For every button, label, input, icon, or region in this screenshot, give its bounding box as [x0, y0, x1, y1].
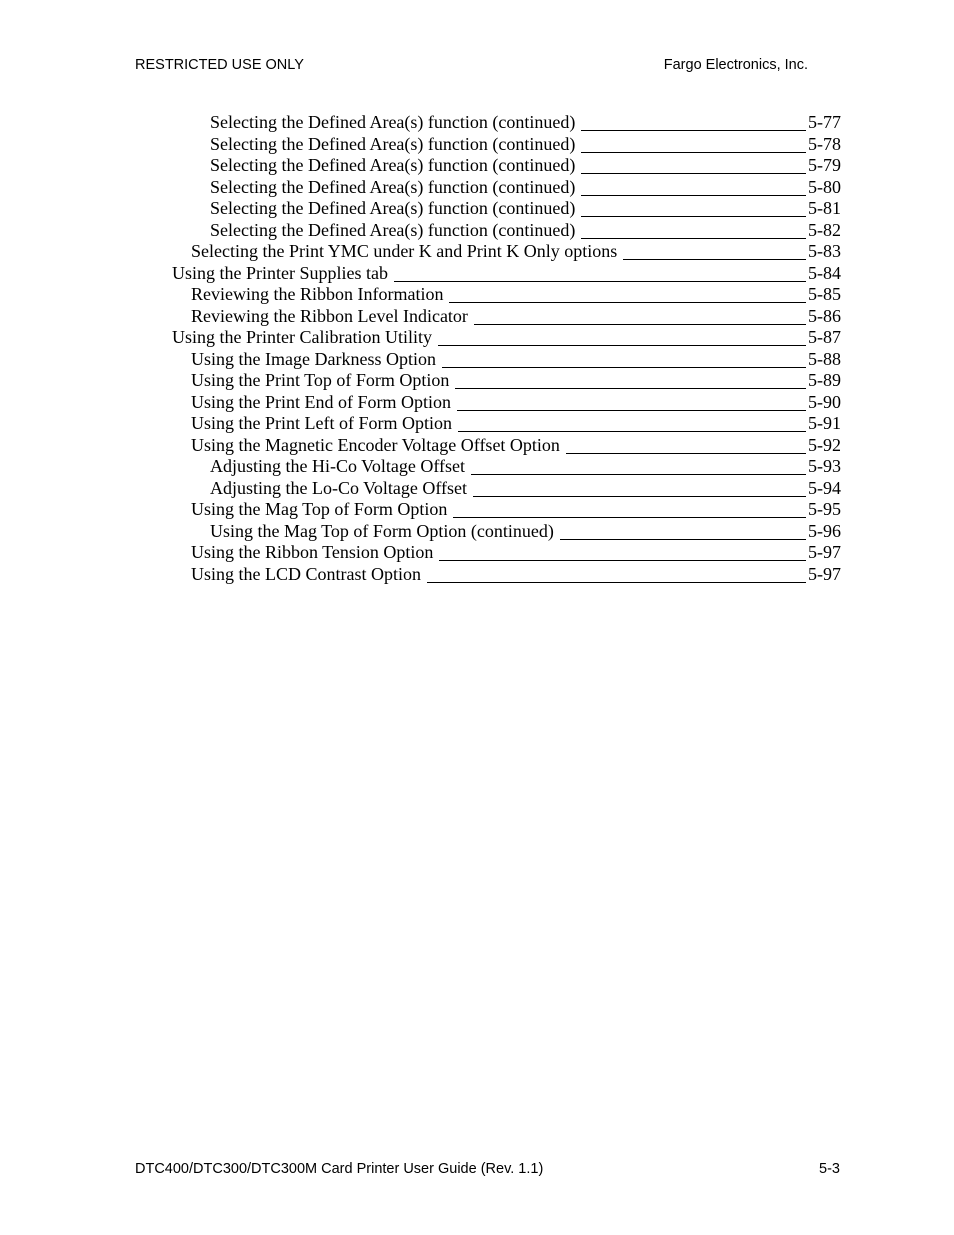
toc-leader-line: [453, 517, 806, 518]
toc-leader-line: [581, 130, 806, 131]
toc-entry-title: Adjusting the Lo-Co Voltage Offset: [210, 477, 467, 498]
toc-entry[interactable]: [172, 220, 841, 242]
toc-entry-page: 5-85: [808, 284, 841, 304]
toc-entry[interactable]: [172, 349, 841, 371]
toc-entry-page: 5-90: [808, 391, 841, 412]
toc-entry-title: Adjusting the Hi-Co Voltage Offset: [210, 456, 465, 476]
toc-entry-title: Selecting the Defined Area(s) function (continued): [210, 133, 576, 154]
toc-entry[interactable]: [172, 327, 841, 349]
toc-leader-line: [457, 410, 806, 411]
toc-entry-title: Selecting the Print YMC under K and Print K Only options: [191, 241, 618, 261]
toc-entry-page: 5-94: [808, 477, 841, 498]
toc-leader-line: [474, 324, 806, 325]
toc-leader-line: [394, 281, 806, 282]
toc-entry[interactable]: [172, 499, 841, 521]
toc-entry[interactable]: [172, 413, 841, 435]
toc-entry-page: 5-81: [808, 198, 841, 218]
toc-entry-title: Selecting the Defined Area(s) function (continued): [210, 219, 576, 240]
toc-leader-line: [439, 560, 806, 561]
footer-page-number: 5-3: [819, 1161, 840, 1177]
toc-entry-page: 5-77: [808, 112, 841, 132]
toc-entry-title: Using the Printer Calibration Utility: [172, 327, 432, 347]
toc-leader-line: [449, 302, 806, 303]
header-company-name: Fargo Electronics, Inc.: [663, 57, 808, 73]
toc-entry-page: 5-87: [808, 327, 841, 347]
toc-entry[interactable]: [172, 134, 841, 156]
toc-entry-page: 5-91: [808, 413, 841, 433]
toc-leader-line: [560, 539, 806, 540]
toc-entry-page: 5-86: [808, 305, 841, 326]
toc-entry-title: Using the Magnetic Encoder Voltage Offset Option: [191, 434, 560, 455]
toc-entry-title: Selecting the Defined Area(s) function (continued): [210, 198, 576, 218]
toc-leader-line: [438, 345, 806, 346]
toc-entry-title: Using the LCD Contrast Option: [191, 563, 421, 584]
toc-entry-page: 5-93: [808, 456, 841, 476]
toc-entry-title: Using the Printer Supplies tab: [172, 262, 388, 283]
table-of-contents: [172, 112, 841, 585]
toc-entry[interactable]: [172, 542, 841, 564]
toc-entry[interactable]: [172, 456, 841, 478]
toc-entry[interactable]: [172, 198, 841, 220]
toc-entry-page: 5-95: [808, 499, 841, 519]
toc-entry[interactable]: [172, 564, 841, 586]
toc-entry-title: Using the Mag Top of Form Option (continued): [210, 520, 554, 541]
toc-entry-page: 5-89: [808, 370, 841, 390]
toc-entry-title: Using the Print End of Form Option: [191, 391, 451, 412]
toc-entry-title: Using the Ribbon Tension Option: [191, 542, 434, 562]
toc-entry-title: Using the Mag Top of Form Option: [191, 499, 448, 519]
toc-entry[interactable]: [172, 155, 841, 177]
toc-leader-line: [566, 453, 806, 454]
toc-entry-title: Using the Image Darkness Option: [191, 348, 436, 369]
toc-entry[interactable]: [172, 435, 841, 457]
toc-entry[interactable]: [172, 306, 841, 328]
toc-leader-line: [455, 388, 806, 389]
toc-entry[interactable]: [172, 263, 841, 285]
toc-entry-page: 5-84: [808, 262, 841, 283]
toc-leader-line: [581, 195, 806, 196]
toc-entry-page: 5-78: [808, 133, 841, 154]
toc-entry-title: Selecting the Defined Area(s) function (continued): [210, 176, 576, 197]
footer-document-title: DTC400/DTC300/DTC300M Card Printer User Guide (Rev. 1.1): [135, 1161, 544, 1177]
toc-entry[interactable]: [172, 241, 841, 263]
toc-entry[interactable]: [172, 521, 841, 543]
toc-entry[interactable]: [172, 177, 841, 199]
toc-entry-page: 5-79: [808, 155, 841, 175]
toc-entry-page: 5-88: [808, 348, 841, 369]
toc-entry-title: Using the Print Left of Form Option: [191, 413, 452, 433]
toc-entry-page: 5-97: [808, 563, 841, 584]
toc-leader-line: [471, 474, 806, 475]
toc-entry-page: 5-97: [808, 542, 841, 562]
header-restriction-notice: RESTRICTED USE ONLY: [135, 57, 304, 73]
toc-leader-line: [442, 367, 806, 368]
toc-leader-line: [427, 582, 806, 583]
toc-leader-line: [581, 152, 806, 153]
toc-leader-line: [581, 173, 806, 174]
toc-entry[interactable]: [172, 284, 841, 306]
toc-entry-page: 5-80: [808, 176, 841, 197]
toc-entry-page: 5-96: [808, 520, 841, 541]
toc-leader-line: [473, 496, 806, 497]
toc-leader-line: [623, 259, 806, 260]
toc-entry[interactable]: [172, 112, 841, 134]
toc-entry-title: Reviewing the Ribbon Level Indicator: [191, 305, 468, 326]
toc-entry[interactable]: [172, 370, 841, 392]
toc-entry-title: Selecting the Defined Area(s) function (continued): [210, 112, 576, 132]
toc-entry-page: 5-82: [808, 219, 841, 240]
toc-leader-line: [581, 216, 806, 217]
toc-entry-page: 5-92: [808, 434, 841, 455]
toc-entry-title: Selecting the Defined Area(s) function (continued): [210, 155, 576, 175]
toc-leader-line: [581, 238, 806, 239]
toc-leader-line: [458, 431, 806, 432]
toc-entry-page: 5-83: [808, 241, 841, 261]
toc-entry[interactable]: [172, 478, 841, 500]
toc-entry[interactable]: [172, 392, 841, 414]
toc-entry-title: Using the Print Top of Form Option: [191, 370, 450, 390]
toc-entry-title: Reviewing the Ribbon Information: [191, 284, 444, 304]
